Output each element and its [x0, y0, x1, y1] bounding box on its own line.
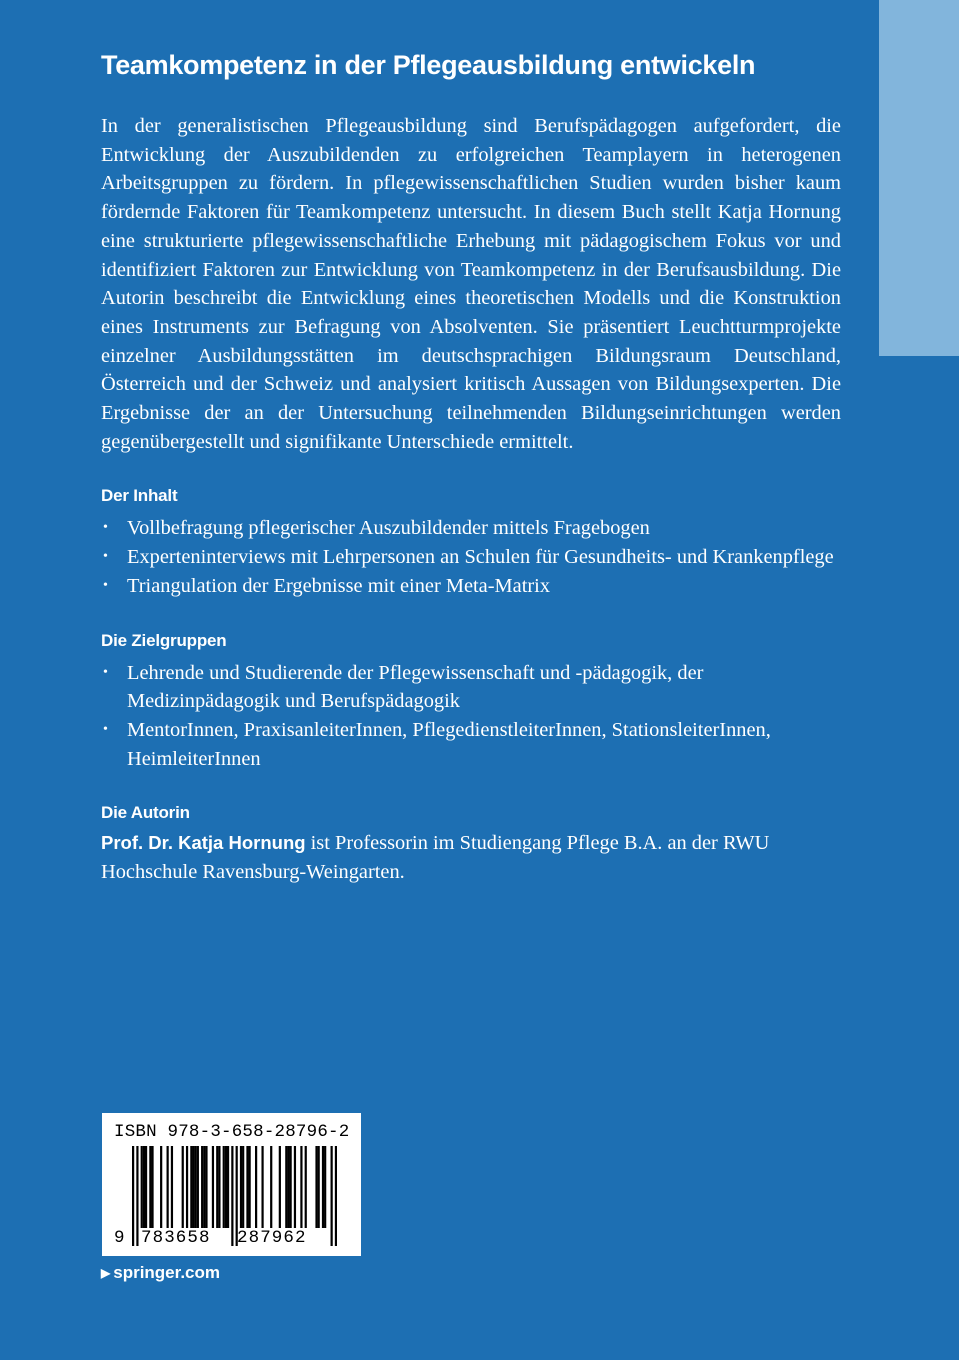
barcode-bar [216, 1146, 218, 1228]
barcode-bar [160, 1146, 162, 1228]
list-item-text: MentorInnen, PraxisanleiterInnen, PflegedienstleiterInnen, StationsleiterInnen, HeimleiterInnen [127, 718, 771, 770]
barcode-bar [151, 1146, 153, 1228]
section-heading-autorin: Die Autorin [101, 803, 190, 823]
barcode-bar [240, 1146, 242, 1228]
barcode-bar [279, 1146, 281, 1228]
barcode-bar [324, 1146, 326, 1228]
list-item [101, 659, 841, 716]
barcode-guard-bar [231, 1146, 233, 1246]
list-item [101, 716, 841, 773]
barcode-bar [270, 1146, 272, 1228]
section-heading-zielgruppen: Die Zielgruppen [101, 630, 227, 650]
list-item-text: Triangulation der Ergebnisse mit einer Meta-Matrix [127, 574, 551, 597]
isbn-barcode [102, 1113, 361, 1256]
barcode-bar [249, 1146, 251, 1228]
barcode-bar [223, 1146, 225, 1228]
bullet-icon: • [103, 577, 108, 593]
bullet-icon: • [103, 520, 108, 536]
barcode-bar [287, 1146, 289, 1228]
barcode-bar [300, 1146, 302, 1228]
author-name: Prof. Dr. Katja Hornung [101, 832, 306, 854]
barcode-bar [195, 1146, 197, 1228]
barcode-bar [203, 1146, 205, 1228]
barcode-guard-bar [335, 1146, 337, 1246]
barcode-bar [305, 1146, 307, 1228]
bullet-icon: • [103, 549, 108, 565]
barcode-bar [285, 1146, 287, 1228]
bullet-icon: • [103, 721, 108, 737]
zielgruppen-list [101, 659, 841, 774]
barcode-guard-bar [132, 1146, 134, 1246]
barcode-bar [167, 1146, 169, 1228]
list-item-text: Experteninterviews mit Lehrpersonen an Schulen für Gesundheits- und Krankenpflege [127, 546, 834, 569]
author-bio [101, 829, 841, 886]
book-title: Teamkompetenz in der Pflegeausbildung entwickeln [101, 50, 756, 80]
list-item [101, 543, 841, 572]
list-item-text: Lehrende und Studierende der Pflegewissenschaft und -pädagogik, der Medizinpädagogik und Berufspädagogik [127, 661, 704, 713]
barcode-bar [322, 1146, 324, 1228]
barcode-bar [225, 1146, 227, 1228]
barcode-bar [201, 1146, 203, 1228]
barcode-bar [186, 1146, 188, 1228]
barcode-bar [192, 1146, 194, 1228]
springer-link[interactable] [101, 1263, 220, 1283]
author-bio-text: ist Professorin im Studiengang Pflege B.A. an der RWU Hochschule Ravensburg-Weingarten. [101, 832, 770, 884]
barcode-bar [227, 1146, 229, 1228]
barcode-bar [149, 1146, 151, 1228]
barcode-bar [205, 1146, 207, 1228]
barcode-bar [190, 1146, 192, 1228]
list-item [101, 514, 841, 543]
barcode-guard-bar [136, 1146, 138, 1246]
list-item-text: Vollbefragung pflegerischer Auszubildender mittels Fragebogen [127, 517, 650, 540]
barcode-bar [290, 1146, 292, 1228]
barcode-bar [246, 1146, 248, 1228]
ean-left-digits: 783658 [141, 1228, 211, 1248]
barcode-bar [255, 1146, 257, 1228]
barcode-bar [242, 1146, 244, 1228]
side-panel-accent [879, 0, 959, 356]
isbn-number: ISBN 978-3-658-28796-2 [114, 1122, 350, 1142]
barcode-bar [218, 1146, 220, 1228]
barcode-bar [182, 1146, 184, 1228]
ean-first-digit: 9 [114, 1228, 125, 1248]
triangle-right-icon: ▶ [101, 1266, 111, 1280]
springer-link-text: springer.com [113, 1263, 220, 1282]
barcode-bar [141, 1146, 143, 1228]
barcode-bar [212, 1146, 214, 1228]
inhalt-list [101, 514, 841, 600]
ean-right-digits: 287962 [237, 1228, 307, 1248]
barcode-bar [197, 1146, 199, 1228]
barcode-bar [261, 1146, 263, 1228]
barcode-bar [294, 1146, 296, 1228]
barcode-bar [318, 1146, 320, 1228]
barcode-bar [145, 1146, 147, 1228]
barcode-bar [171, 1146, 173, 1228]
section-heading-inhalt: Der Inhalt [101, 486, 178, 506]
bullet-icon: • [103, 664, 108, 680]
barcode-bar [143, 1146, 145, 1228]
barcode-bar [315, 1146, 317, 1228]
back-cover-content [101, 42, 841, 887]
intro-paragraph: In der generalistischen Pflegeausbildung sind Berufspädagogen aufgefordert, die Entwicklung der Auszubildenden zu erfolgreichen Teamplayern in heterogenen Arbeitsgruppen zu fördern. In pflegewissenschaftlichen Studien wurden bisher kaum fördernde Faktoren für Teamkompetenz untersucht. In diesem Buch stellt Katja Hornung eine strukturierte pflegewissenschaftliche Erhebung mit pädagogischem Fokus vor und identifiziert Faktoren zur Entwicklung von Teamkompetenz in der Berufsausbildung. Die Autorin beschreibt die Entwicklung eines theoretischen Modells und die Konstruktion eines Instruments zur Befragung von Absolventen. Sie präsentiert Leuchtturmprojekte einzelner Ausbildungsstätten im deutschsprachigen Bildungsraum Deutschland, Österreich und der Schweiz und analysiert kritisch Aussagen von Bildungsexperten. Die Ergebnisse der an der Untersuchung teilnehmenden Bildungseinrichtungen werden gegenübergestellt und signifikante Unterschiede ermittelt. [101, 115, 841, 453]
barcode-guard-bar [331, 1146, 333, 1246]
list-item [101, 572, 841, 601]
